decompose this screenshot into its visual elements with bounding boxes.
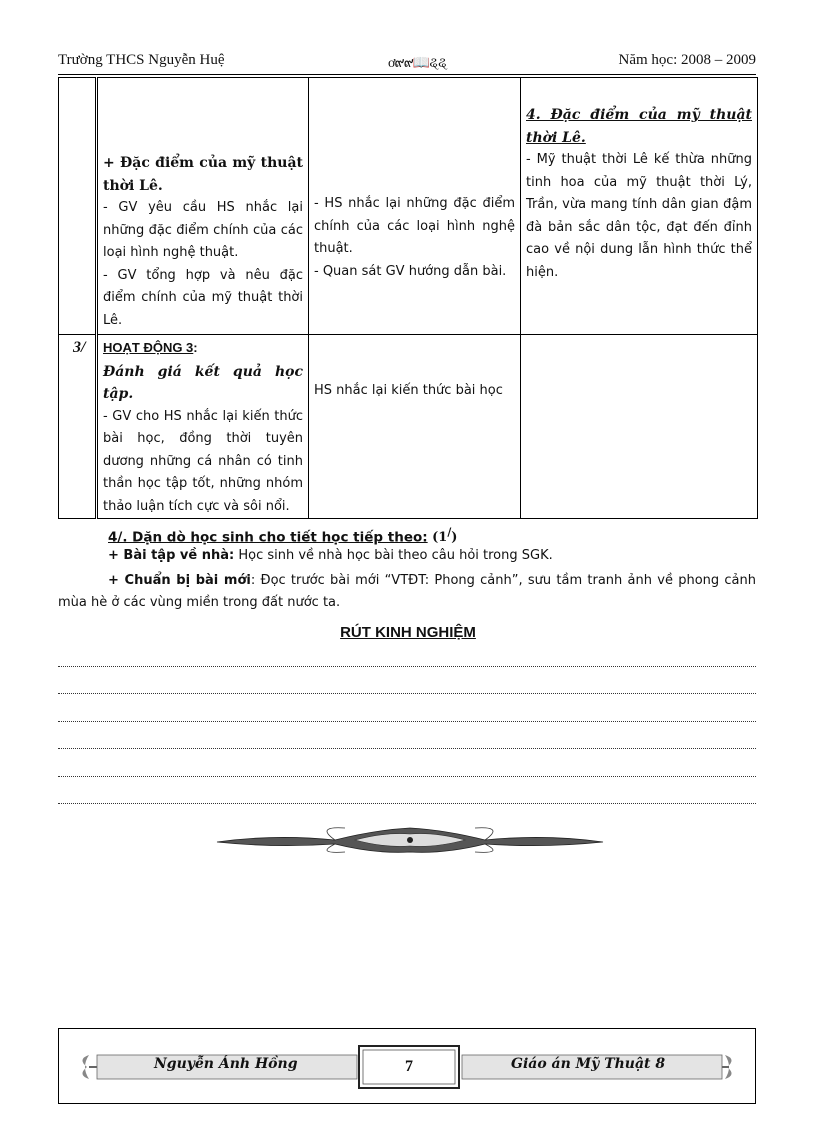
student-activity-cell <box>309 335 521 519</box>
preparation-text: : Đọc trước bài mới “VTĐT: Phong cảnh”, sưu tầm tranh ảnh về phong cảnh mùa hè ở các vùng miền trong đất nước ta. <box>58 573 756 610</box>
section-time: (1/) <box>432 526 458 546</box>
student-activity-text: HS nhắc lại kiến thức bài học <box>314 383 503 398</box>
footer-author: Nguyễn Ánh Hồng <box>154 1056 298 1072</box>
header-rule <box>58 74 756 75</box>
activity-colon: : <box>193 340 198 355</box>
school-name: Trường THCS Nguyễn Huệ <box>58 52 225 68</box>
content-heading: 4. Đặc điểm của mỹ thuật thời Lê. <box>526 107 752 146</box>
dotted-line <box>58 803 756 804</box>
preparation-paragraph <box>58 570 756 614</box>
homework-label: + Bài tập về nhà: <box>108 548 235 563</box>
content-text: - Mỹ thuật thời Lê kế thừa những tinh hoa của mỹ thuật thời Lý, Trần, vừa mang tính dân gian đậm đà bản sắc dân tộc, đạt đến đỉnh cao về nội dung lẫn hình thức thể hiện. <box>526 152 752 280</box>
homework-line <box>58 545 756 567</box>
lesson-content-cell <box>521 78 758 335</box>
student-activity-line: - Quan sát GV hướng dẫn bài. <box>314 263 507 279</box>
teacher-activity-cell <box>97 78 309 335</box>
teacher-activity-text: - GV cho HS nhắc lại kiến thức bài học, đồng thời tuyên dương những cá nhân có tinh thần học tập tốt, những nhóm thảo luận tích cực và sôi nổi. <box>103 408 303 514</box>
section-label: 4/. Dặn dò học sinh cho tiết học tiếp theo: <box>108 529 428 546</box>
step-cell <box>59 78 97 335</box>
teacher-activity-title: + Đặc điểm của mỹ thuật thời Lê. <box>103 155 303 194</box>
teacher-activity-cell <box>97 335 309 519</box>
experience-title: RÚT KINH NGHIỆM <box>340 624 476 641</box>
page-header <box>58 50 756 72</box>
activity-heading <box>103 337 303 361</box>
school-year: Năm học: 2008 – 2009 <box>618 52 756 68</box>
preparation-label: + Chuẩn bị bài mới <box>108 573 251 588</box>
student-activity-line: - HS nhắc lại những đặc điểm chính của các loại hình nghệ thuật. <box>314 196 515 256</box>
dotted-line <box>58 748 756 749</box>
dotted-line <box>58 693 756 694</box>
ornament-divider-icon <box>215 824 605 856</box>
dotted-line <box>58 721 756 722</box>
page-footer <box>58 1028 756 1104</box>
teacher-activity-line: - GV yêu cầu HS nhắc lại những đặc điểm chính của các loại hình nghệ thuật. <box>103 200 303 260</box>
step-cell <box>59 335 97 519</box>
dotted-line <box>58 666 756 667</box>
homework-text: Học sinh về nhà học bài theo câu hỏi trong SGK. <box>234 548 553 563</box>
activity-title: Đánh giá kết quả học tập. <box>103 363 303 402</box>
page-number: 7 <box>405 1058 413 1075</box>
activity-label: HOẠT ĐỘNG 3 <box>103 340 194 355</box>
table-row <box>59 335 758 519</box>
student-activity-cell <box>309 78 521 335</box>
step-number: 3/ <box>73 339 86 356</box>
footer-subject: Giáo án Mỹ Thuật 8 <box>511 1056 666 1072</box>
table-row <box>59 78 758 335</box>
dotted-line <box>58 776 756 777</box>
lesson-content-cell <box>521 335 758 519</box>
header-ornament: ơ๙๙📖ୡୡ <box>388 56 447 71</box>
lesson-table <box>58 77 758 519</box>
teacher-activity-line: - GV tổng hợp và nêu đặc điểm chính của mỹ thuật thời Lê. <box>103 267 303 328</box>
